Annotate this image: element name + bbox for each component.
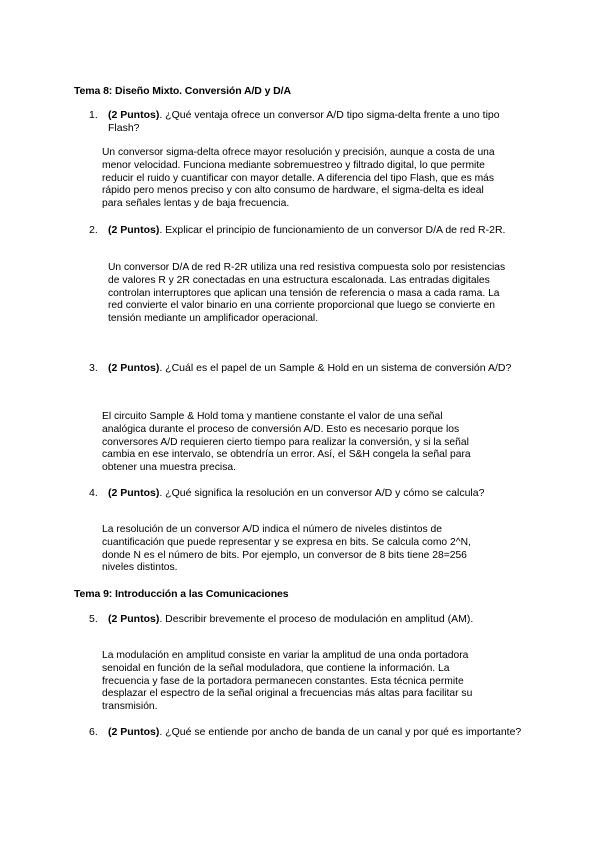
question-number: 6. (89, 726, 98, 738)
question-4 (89, 487, 529, 500)
question-number: 3. (89, 362, 98, 374)
answer-1: Un conversor sigma-delta ofrece mayor resolución y precisión, aunque a costa de una menor velocidad. Funciona mediante sobremuestreo y filtrado digital, lo que permite reducir el ruido y cuantificar con mayor detalle. A diferencia del tipo Flash, que es más rápido pero menos preciso y con alto consumo de hardware, el sigma-delta es ideal para señales lentas y de baja frecuencia. (102, 147, 495, 210)
question-5 (89, 613, 529, 626)
question-points: (2 Puntos) (108, 487, 160, 499)
question-points: (2 Puntos) (108, 109, 160, 121)
question-points: (2 Puntos) (108, 224, 160, 236)
question-text: . Explicar el principio de funcionamiento de un conversor D/A de red R-2R. (159, 224, 506, 236)
question-number: 1. (89, 109, 98, 121)
question-text: . ¿Cuál es el papel de un Sample & Hold en un sistema de conversión A/D? (159, 362, 512, 374)
question-text: . Describir brevemente el proceso de modulación en amplitud (AM). (159, 613, 474, 625)
answer-3: El circuito Sample & Hold toma y mantiene constante el valor de una señal analógica durante el proceso de conversión A/D. Esto es necesario porque los conversores A/D requieren cierto tiempo para realizar la conversión, y si la señal cambia en ese intervalo, se obtendría un error. Así, el S&H congela la señal para obtener una muestra precisa. (102, 411, 471, 474)
section-heading-tema-9: Tema 9: Introducción a las Comunicaciones (74, 588, 289, 600)
question-text: . ¿Qué ventaja ofrece un conversor A/D tipo sigma-delta frente a uno tipo Flash? (108, 109, 500, 134)
answer-4: La resolución de un conversor A/D indica el número de niveles distintos de cuantificación que puede representar y se expresa en bits. Se calcula como 2^N, donde N es el número de bits. Por ejemplo, un conversor de 8 bits tiene 28=256 niveles distintos. (102, 524, 471, 574)
question-number: 2. (89, 224, 98, 236)
answer-5: La modulación en amplitud consiste en variar la amplitud de una onda portadora senoidal en función de la señal moduladora, que contiene la información. La frecuencia y fase de la portadora permanecen constantes. Esta técnica permite desplazar el espectro de la señal original a frecuencias más altas para facilitar su transmisión. (102, 650, 473, 713)
answer-2: Un conversor D/A de red R-2R utiliza una red resistiva compuesta solo por resistencias de valores R y 2R conectadas en una estructura escalonada. Las entradas digitales controlan interruptores que aplican una tensión de referencia o masa a cada rama. La red convierte el valor binario en una corriente proporcional que luego se convierte en tensión mediante un amplificador operacional. (108, 262, 506, 325)
question-6 (89, 726, 529, 739)
question-points: (2 Puntos) (108, 613, 160, 625)
question-number: 4. (89, 487, 98, 499)
question-2 (89, 224, 529, 237)
question-points: (2 Puntos) (108, 726, 160, 738)
question-points: (2 Puntos) (108, 362, 160, 374)
question-3 (89, 362, 529, 375)
question-number: 5. (89, 613, 98, 625)
question-text: . ¿Qué significa la resolución en un conversor A/D y cómo se calcula? (159, 487, 485, 499)
question-text: . ¿Qué se entiende por ancho de banda de un canal y por qué es importante? (159, 726, 522, 738)
question-1 (89, 109, 529, 135)
section-heading-tema-8: Tema 8: Diseño Mixto. Conversión A/D y D/A (74, 85, 291, 97)
